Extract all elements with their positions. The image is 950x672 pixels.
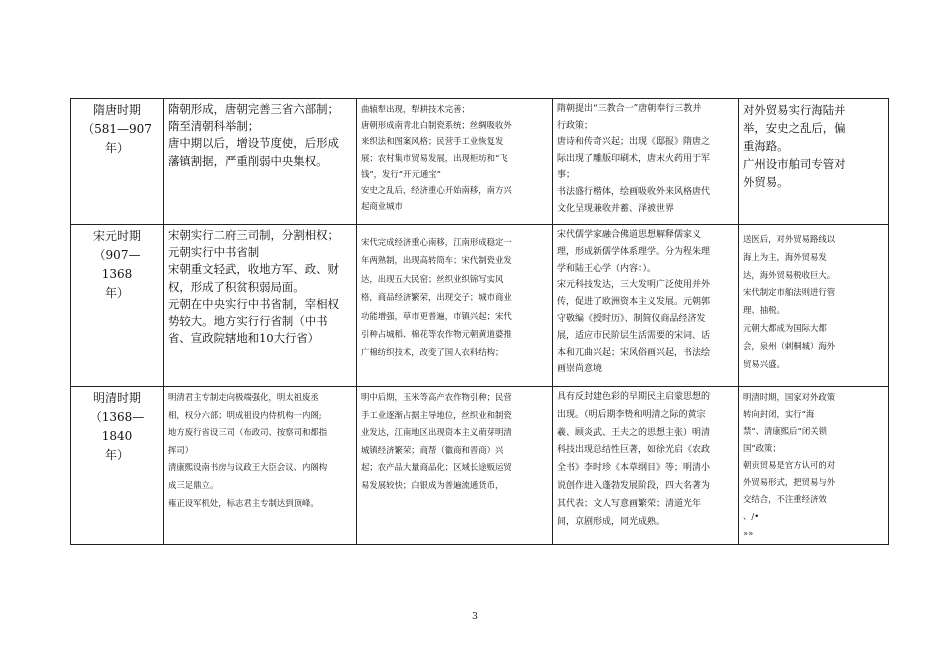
text-line: 出现。（明后期李贽和明清之际的黄宗: [557, 409, 706, 420]
text-line: 势较大。地方实行行省制（中书: [168, 314, 328, 329]
period-label: [75, 101, 159, 158]
text-line: 画崇尚意境: [557, 364, 603, 375]
table-row: [71, 387, 889, 545]
text-line: 外贸易形式，把贸易与外: [743, 477, 836, 487]
text-line: 展；农村集市贸易发展，出现柜坊和“飞: [361, 152, 508, 163]
text-line: 交结合，不注重经济效: [743, 494, 827, 504]
text-line: 唐诗和传奇兴起；出现《邸报》隋唐之: [557, 137, 711, 148]
text-line: 安史之乱后，经济重心开始南移，南方兴: [361, 185, 512, 196]
text-line: 隋朝形成，唐朝完善三省六部制；: [168, 102, 339, 116]
period-label: [75, 389, 159, 465]
text-line: 间，京剧形成，同光成熟。: [557, 516, 666, 527]
text-line: 明清时期，国家对外政策: [743, 392, 836, 402]
text-line: 功能增强，草市更普遍，市镇兴起；宋代: [361, 310, 512, 321]
text-line: 隋唐时期: [92, 103, 141, 117]
text-line: 守敬编《授时历》、制简仪商品经济发: [557, 313, 706, 324]
text-line: 文化呈现兼收并蓄、泽被世界: [557, 203, 675, 214]
text-line: 举，安史之乱后，偏: [743, 121, 846, 135]
text-line: 宋朝重文轻武，收地方军、政、财: [168, 262, 339, 277]
text-line: （907—: [93, 248, 141, 262]
text-line: 达，出现五大民窑；丝织业织锦写实风: [361, 273, 504, 284]
text-line: 年）: [104, 141, 129, 155]
text-line: 清康熙设南书房与议政王大臣会议、内阁构: [168, 462, 328, 473]
text-line: 展，适应市民阶层生活需要的宋词、话: [557, 330, 711, 341]
table-row: [71, 99, 889, 225]
period-cell: [71, 99, 164, 225]
text-line: 对外贸易实行海陆并: [743, 103, 846, 117]
text-line: 贸易兴盛。: [743, 358, 785, 369]
politics-cell: [164, 387, 357, 545]
text-line: 起商业城市: [361, 201, 403, 212]
text-line: 说创作进入蓬勃发展阶段，四大名著为: [557, 480, 711, 491]
text-line: 权，形成了积贫积弱局面。: [168, 279, 305, 294]
culture-cell: [553, 387, 739, 545]
text-line: 明清君主专制走向极端强化，明太祖废丞: [168, 392, 319, 402]
text-line: 1368: [101, 267, 133, 281]
foreign-trade-cell: [739, 387, 889, 545]
period-cell: [71, 387, 164, 545]
table-row: [71, 225, 889, 387]
text-line: 年两熟制，出现高转筒车；宋代制瓷业发: [361, 255, 512, 266]
text-line: 易发展较快；白银成为普遍流通货币，: [361, 479, 504, 490]
text-line: 行政策；: [557, 120, 594, 131]
text-line: 明中后期，玉米等高产农作物引种；民营: [361, 392, 512, 402]
text-line: »»: [743, 528, 754, 538]
text-line: 具有反封建色彩的早期民主启蒙思想的: [557, 392, 711, 402]
text-line: 引种占城稻、棉花等农作物元朝黄道婆推: [361, 329, 512, 340]
text-line: 宋代完成经济重心南移，江南形成稳定一: [361, 237, 512, 247]
text-line: 会，泉州（剌桐城）海外: [743, 340, 836, 351]
text-line: 理，形成新儒学体系理学。分为程朱理: [557, 246, 711, 257]
politics-cell: [164, 99, 357, 225]
text-line: 宋代制定市舶法则进行管: [743, 287, 836, 298]
text-line: 理、抽税。: [743, 305, 785, 316]
text-line: 年）: [104, 286, 129, 300]
text-line: 起；农产品大量商品化；区域长途贩运贸: [361, 462, 512, 473]
text-line: 广州设市舶司专管对: [743, 157, 846, 171]
text-line: 、/•: [743, 511, 760, 521]
text-line: 元朝大都成为国际大都: [743, 322, 827, 333]
text-line: 传，促进了欧洲资本主义发展。元朝郭: [557, 297, 711, 308]
culture-cell: [553, 99, 739, 225]
text-line: 禁”、清康熙后“闭关锁: [743, 426, 827, 436]
text-line: 元朝实行中书省制: [168, 245, 260, 260]
text-line: 宋元科技发达，三大发明广泛使用并外: [557, 280, 711, 291]
text-line: 重海路。: [743, 139, 789, 153]
text-line: 年）: [104, 448, 129, 462]
foreign-trade-cell: [739, 99, 889, 225]
text-line: 唐朝形成南青北白制瓷系统；丝绸吸收外: [361, 120, 512, 131]
text-line: 元朝在中央实行中书省制，宰相权: [168, 296, 339, 311]
text-line: 成三足鼎立。: [168, 479, 219, 490]
text-line: 送医后，对外贸易路线以: [743, 234, 836, 244]
text-line: 来织法和图案风格；民营手工业恢复发: [361, 136, 504, 147]
page-number: 3: [472, 612, 478, 622]
period-cell: [71, 225, 164, 387]
text-line: 业发达，江南地区出现资本主义萌芽明清: [361, 427, 512, 438]
text-line: 全书》李时珍《本草纲目》等；明清小: [557, 463, 711, 474]
economy-cell: [357, 225, 553, 387]
text-line: 挥司）: [168, 444, 194, 455]
text-line: 海上为主，海外贸易发: [743, 251, 827, 262]
text-line: 外贸易。: [743, 175, 789, 189]
text-line: 隋朝提出“三教合一”唐朝奉行三教并: [557, 104, 702, 114]
text-line: 隋至清朝科举制；: [168, 119, 260, 134]
text-line: 钱”，发行“开元通宝”: [361, 168, 441, 179]
politics-cell: [164, 225, 357, 387]
history-table: [70, 98, 889, 545]
text-line: 唐中期以后，增设节度使，后形成: [168, 136, 339, 151]
text-line: 格，商品经济繁荣，出现交子；城市商业: [361, 292, 512, 303]
text-line: 1840: [101, 429, 133, 443]
text-line: 宋朝实行二府三司制，分割相权；: [168, 228, 339, 242]
text-line: 雍正设军机处，标志君主专制达到顶峰。: [168, 497, 319, 508]
text-line: 曲辕犁出现，犁耕技术完善；: [361, 104, 470, 114]
economy-cell: [357, 99, 553, 225]
text-line: 城镇经济繁荣；商帮（徽商和晋商）兴: [361, 444, 504, 455]
text-line: 其代表；文人写意画繁荣；清道光年: [557, 498, 702, 509]
text-line: 科技出现总结性巨著，如徐光启《农政: [557, 445, 711, 456]
culture-cell: [553, 225, 739, 387]
text-line: 省、宣政院辖地和10大行省）: [168, 331, 320, 346]
period-label: [75, 227, 159, 303]
text-line: 广棉纺织技术，改变了国人衣料结构；: [361, 347, 504, 358]
text-line: 转向封闭，实行“海: [743, 409, 815, 419]
text-line: 相，权分六部；明成祖设内侍机构一内阁;: [168, 409, 322, 420]
text-line: 朝贡贸易是官方认可的对: [743, 460, 836, 470]
text-line: （581—907: [82, 122, 152, 136]
text-line: 本和兀曲兴起；宋风俗画兴起，书法绘: [557, 347, 711, 358]
text-line: 手工业逐渐占据主导地位，丝织业和制瓷: [361, 409, 512, 420]
foreign-trade-cell: [739, 225, 889, 387]
text-line: 地方废行省设三司（布政司、按察司和都指: [168, 427, 328, 438]
text-line: （1368—: [89, 410, 145, 424]
text-line: 明清时期: [92, 391, 141, 405]
text-line: 国”政策；: [743, 443, 781, 453]
text-line: 宋元时期: [92, 229, 141, 243]
text-line: 宋代儒学家融合佛道思想解释儒家义: [557, 230, 702, 240]
text-line: 际出现了雕版印刷术，唐末火药用于军: [557, 153, 711, 164]
text-line: 达，海外贸易税收巨大。: [743, 269, 836, 280]
economy-cell: [357, 387, 553, 545]
text-line: 事；: [557, 170, 576, 181]
text-line: 藩镇割据，严重削弱中央集权。: [168, 153, 328, 168]
text-line: 书法盛行楷体，绘画吸收外来风格唐代: [557, 186, 711, 197]
text-line: 学和陆王心学（内容：）。: [557, 263, 657, 274]
text-line: 羲、顾炎武、王夫之的思想主张）明清: [557, 427, 711, 438]
